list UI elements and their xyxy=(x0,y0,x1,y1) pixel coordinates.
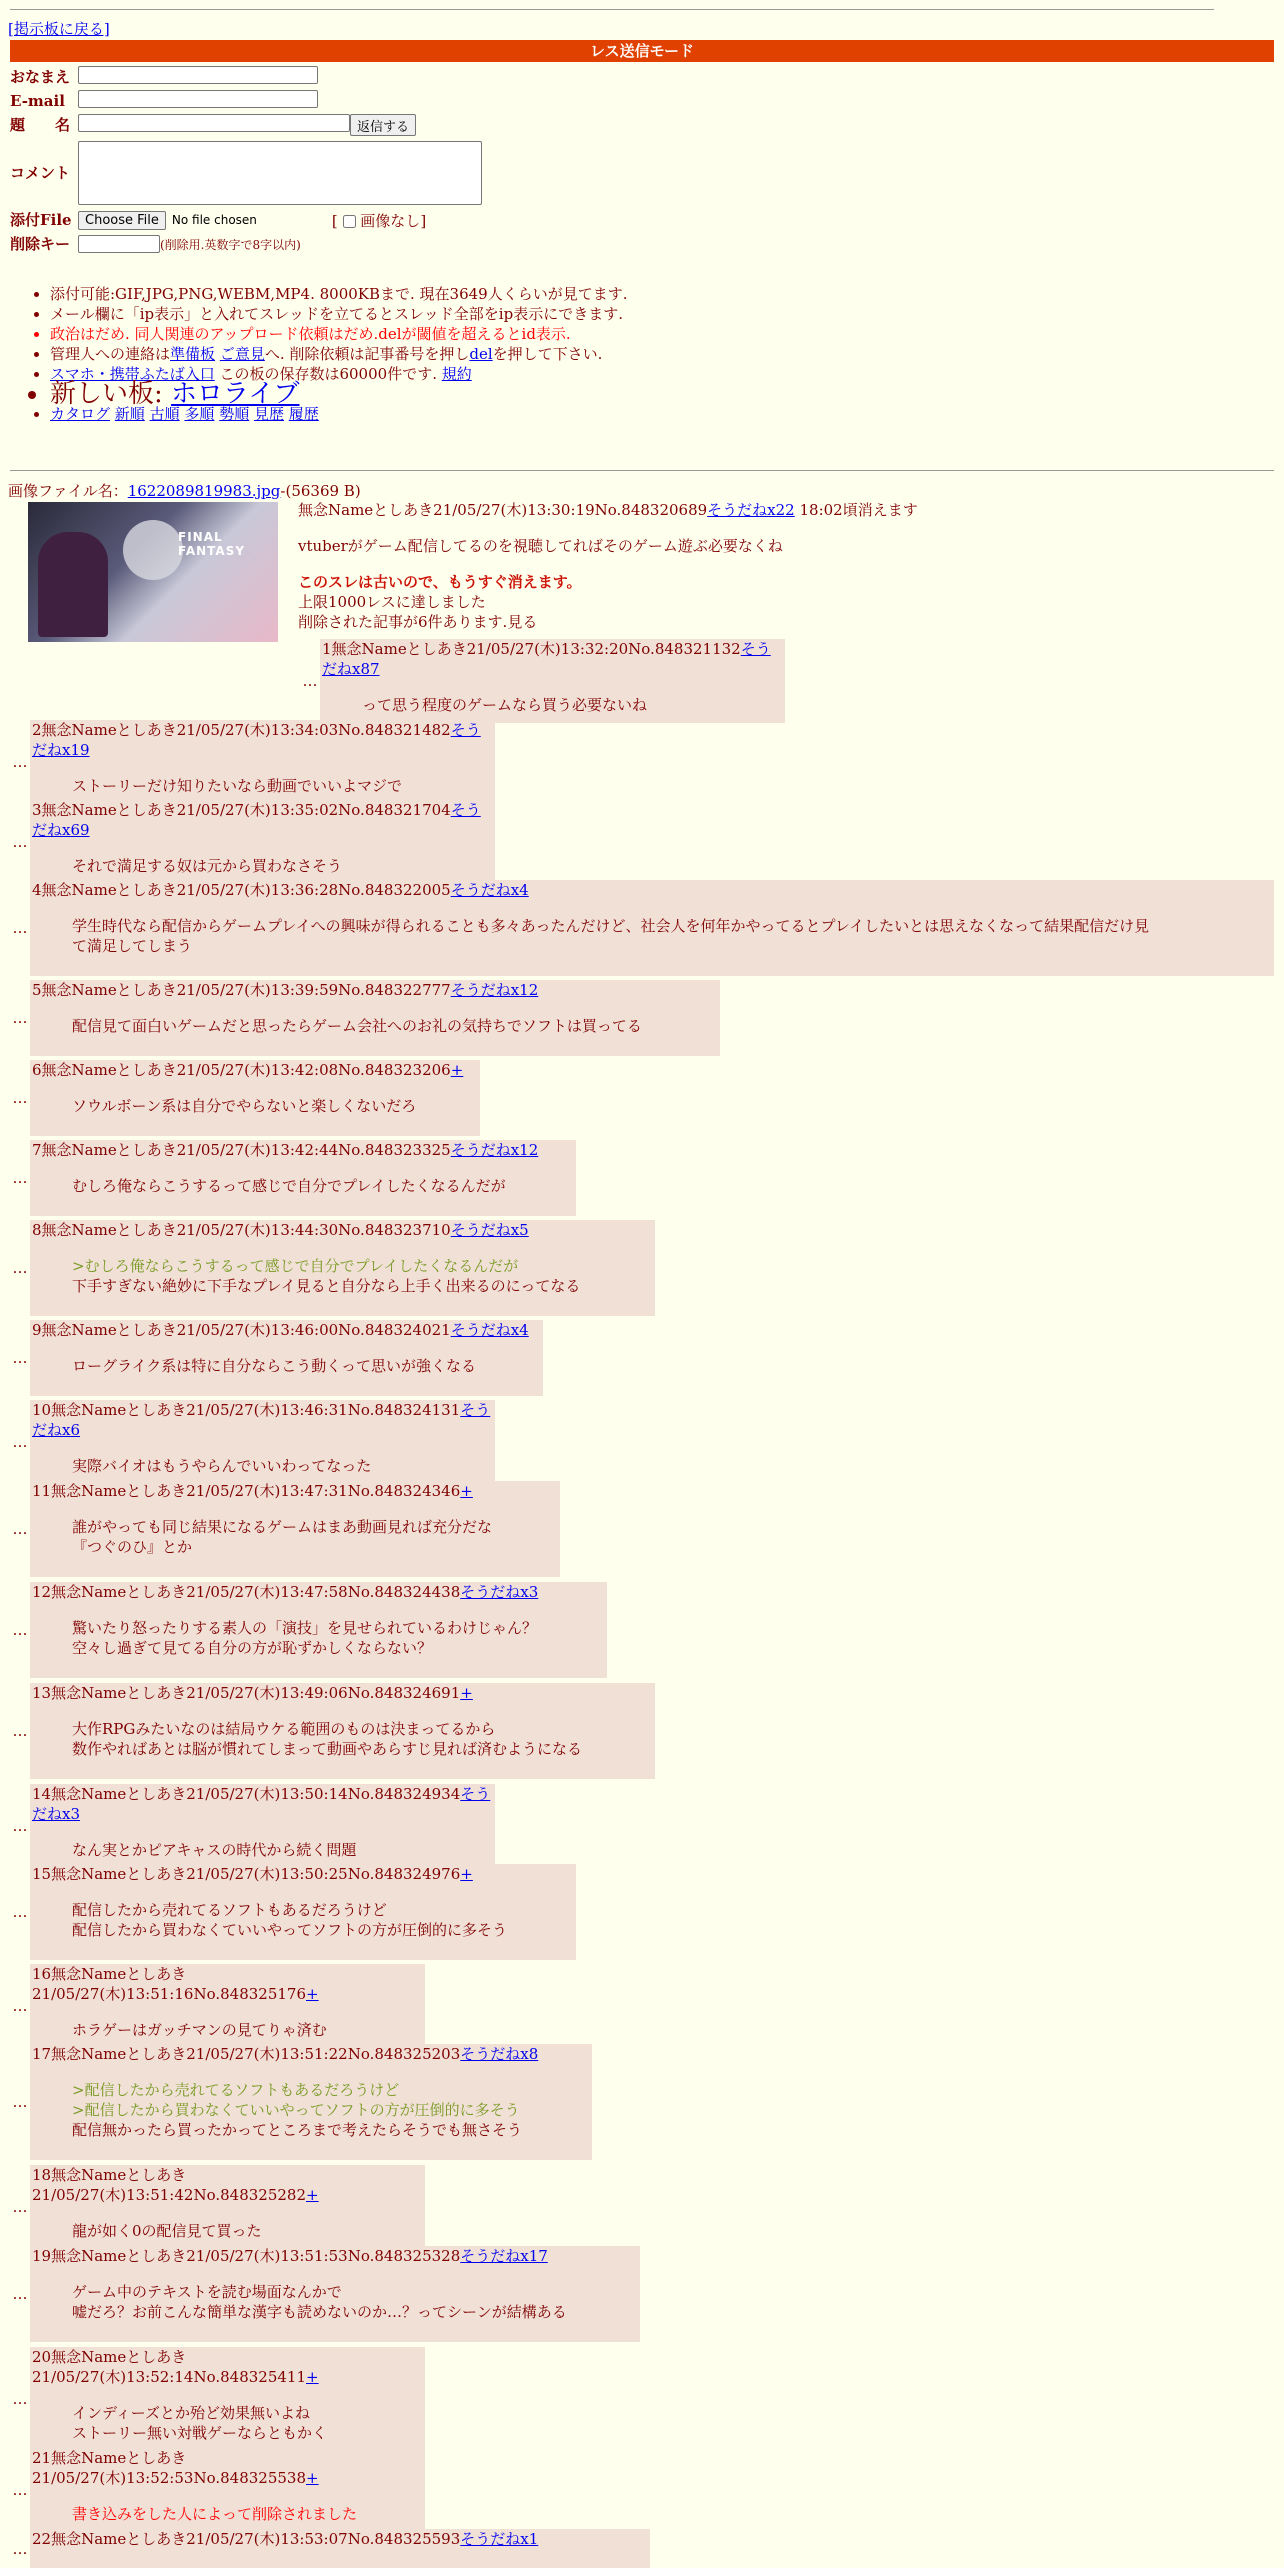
quote-line: >むしろ俺ならこうするって感じで自分でプレイしたくなるんだが xyxy=(72,1257,519,1275)
quote-line: >配信したから買わなくていいやってソフトの方が圧倒的に多そう xyxy=(72,2101,520,2119)
back-to-board-link[interactable]: [掲示板に戻る] xyxy=(8,20,110,38)
image-file-link[interactable]: 1622089819983.jpg xyxy=(127,482,281,500)
reply-header xyxy=(32,980,718,1000)
limit-notice: 上限1000レスに達しました xyxy=(298,593,486,611)
catalog-link[interactable]: カタログ xyxy=(50,405,111,423)
rule-text: この板の保存数は60000件です. xyxy=(214,365,442,383)
op-post xyxy=(298,500,1258,632)
reply-line: て満足してしまう xyxy=(72,937,193,955)
reply-line: 配信無かったら買ったかってところまで考えたらそうでも無さそう xyxy=(72,2121,523,2139)
reply-header-text: 2無念Nameとしあき21/05/27(木)13:34:03No.848321482 xyxy=(32,721,451,739)
reply-body xyxy=(72,1517,558,1557)
sodane-link[interactable]: そうだねx22 xyxy=(707,501,795,519)
thread-divider xyxy=(10,470,1274,471)
reply-ellipsis: … xyxy=(12,1169,28,1187)
thread-thumbnail[interactable] xyxy=(28,502,278,642)
old-thread-warning: このスレは古いので、もうすぐ消えます。 xyxy=(298,573,582,591)
sort-new-link[interactable]: 新順 xyxy=(114,405,145,423)
reply-ellipsis: … xyxy=(12,1259,28,1277)
reply-header-text: 9無念Nameとしあき21/05/27(木)13:46:00No.848324021 xyxy=(32,1321,451,1339)
reply-header xyxy=(32,720,493,760)
quote-line: >配信したから売れてるソフトもあるだろうけど xyxy=(72,2081,400,2099)
sodane-link[interactable]: + xyxy=(306,2469,319,2487)
reply-post xyxy=(30,880,1274,976)
sort-many-link[interactable]: 多順 xyxy=(184,405,215,423)
reply-row xyxy=(10,1964,425,2048)
reply-post xyxy=(320,639,785,723)
reply-header-text: 6無念Nameとしあき21/05/27(木)13:42:08No.848323206 xyxy=(32,1061,451,1079)
reply-body xyxy=(362,695,783,715)
reply-post xyxy=(30,1220,655,1316)
reply-ellipsis: … xyxy=(12,1817,28,1835)
sodane-link[interactable]: そうだねx3 xyxy=(32,1785,491,1823)
sodane-link[interactable]: + xyxy=(306,2186,319,2204)
reply-ellipsis: … xyxy=(302,672,318,690)
reply-ellipsis: … xyxy=(12,1433,28,1451)
sort-links xyxy=(50,404,628,424)
no-image-checkbox[interactable] xyxy=(343,215,356,228)
file-label: 添付File xyxy=(10,211,72,229)
reply-header xyxy=(32,1481,558,1501)
sodane-link[interactable]: + xyxy=(306,2368,319,2386)
mode-banner: レス送信モード xyxy=(10,40,1274,62)
deleted-notice: 削除された記事が6件あります.見る xyxy=(298,613,538,631)
reply-body xyxy=(72,776,493,796)
reply-post xyxy=(30,720,495,804)
board-rules xyxy=(50,284,628,424)
reply-line: 大作RPGみたいなのは結局ウケる範囲のものは決まってるから xyxy=(72,1720,496,1738)
reply-row xyxy=(10,980,720,1056)
reply-post xyxy=(30,2044,592,2160)
reply-post xyxy=(30,1481,560,1577)
subject-input[interactable] xyxy=(78,114,350,132)
del-link[interactable]: del xyxy=(469,345,493,363)
reply-body xyxy=(72,2020,423,2040)
reply-post xyxy=(30,1400,495,1484)
reply-header-text: 12無念Nameとしあき21/05/27(木)13:47:58No.848324438 xyxy=(32,1583,461,1601)
reply-line: 配信したから売れてるソフトもあるだろうけど xyxy=(72,1901,387,1919)
reply-ellipsis: … xyxy=(12,1520,28,1538)
reply-body xyxy=(72,1256,653,1296)
reply-ellipsis: … xyxy=(12,833,28,851)
reply-line: 書き込みをした人によって削除されました xyxy=(72,2505,358,2523)
reply-body xyxy=(72,916,1272,956)
rule-item: • 政治はだめ. 同人関連のアップロード依頼はだめ.delが閾値を超えるとid表示. xyxy=(50,324,628,344)
comment-textarea[interactable] xyxy=(78,141,482,205)
reply-form xyxy=(10,66,482,256)
reply-header xyxy=(32,1683,653,1703)
reply-ellipsis: … xyxy=(12,1722,28,1740)
reply-post xyxy=(30,1582,607,1678)
file-size: -(56369 B) xyxy=(280,482,361,500)
terms-link[interactable]: 規約 xyxy=(441,365,472,383)
reply-header-text: 3無念Nameとしあき21/05/27(木)13:35:02No.848321704 xyxy=(32,801,451,819)
history-link[interactable]: 履歴 xyxy=(288,405,319,423)
junbi-board-link[interactable]: 準備板 xyxy=(170,345,216,363)
reply-line: ソウルボーン系は自分でやらないと楽しくないだろ xyxy=(72,1097,417,1115)
sodane-link[interactable]: そうだねx87 xyxy=(322,640,771,678)
reply-body xyxy=(72,2504,423,2524)
sodane-link[interactable]: + xyxy=(450,1061,464,1079)
sodane-link[interactable]: そうだねx5 xyxy=(450,1221,529,1239)
sodane-link[interactable]: + xyxy=(460,1482,473,1500)
file-info xyxy=(8,480,361,501)
rule-item xyxy=(50,344,628,364)
new-board-link[interactable]: ホロライブ xyxy=(171,379,300,409)
opinion-link[interactable]: ご意見 xyxy=(219,345,265,363)
reply-body xyxy=(72,1618,605,1658)
file-info-label: 画像ファイル名： xyxy=(8,482,128,500)
reply-row xyxy=(10,1864,576,1960)
reply-header xyxy=(32,2044,590,2064)
reply-line: 実際バイオはもうやらんでいいわってなった xyxy=(72,1457,372,1475)
reply-line: 学生時代なら配信からゲームプレイへの興味が得られることも多々あったんだけど、社会人を何年かやってるとプレイしたいとは思えなくなって結果配信だけ見 xyxy=(72,917,1150,935)
reply-header xyxy=(32,1582,605,1602)
reply-line: 配信したから買わなくていいやってソフトの方が圧倒的に多そう xyxy=(72,1921,508,1939)
name-input[interactable] xyxy=(78,66,318,84)
reply-body xyxy=(72,856,493,876)
reply-header-text: 18無念Nameとしあき21/05/27(木)13:51:42No.848325282 xyxy=(32,2166,306,2204)
reply-ellipsis: … xyxy=(12,919,28,937)
reply-header-text: 20無念Nameとしあき21/05/27(木)13:52:14No.848325411 xyxy=(32,2348,306,2386)
reply-body xyxy=(72,2221,423,2241)
reply-header-text: 16無念Nameとしあき21/05/27(木)13:51:16No.848325176 xyxy=(32,1965,306,2003)
reply-ellipsis: … xyxy=(12,1903,28,1921)
reply-row xyxy=(10,1400,495,1484)
reply-header xyxy=(32,1220,653,1240)
reply-body xyxy=(72,1719,653,1759)
reply-header-text: 14無念Nameとしあき21/05/27(木)13:50:14No.848324934 xyxy=(32,1785,461,1803)
reply-post xyxy=(30,1964,425,2048)
reply-row xyxy=(10,1784,495,1868)
op-body: vtuberがゲーム配信してるのを視聴してればそのゲーム遊ぶ必要なくね xyxy=(298,537,783,555)
reply-row xyxy=(10,1320,543,1396)
delkey-note: (削除用.英数字で8字以内) xyxy=(160,237,301,252)
reply-header-text: 11無念Nameとしあき21/05/27(木)13:47:31No.848324346 xyxy=(32,1482,461,1500)
sodane-link[interactable]: + xyxy=(460,1865,473,1883)
reply-line: 誰がやっても同じ結果になるゲームはまあ動画見れば充分だな xyxy=(72,1518,493,1536)
reply-line: なん実とかピアキャスの時代から続く問題 xyxy=(72,1841,357,1859)
reply-header xyxy=(32,2246,638,2266)
reply-ellipsis: … xyxy=(12,2539,28,2558)
op-header-text: 無念Nameとしあき21/05/27(木)13:30:19No.848320689 xyxy=(298,501,708,519)
reply-header-text: 8無念Nameとしあき21/05/27(木)13:44:30No.848323710 xyxy=(32,1221,451,1239)
reply-line: ストーリーだけ知りたいなら動画でいいよマジで xyxy=(72,777,403,795)
new-board-label: 新しい板: xyxy=(50,379,172,409)
reply-row xyxy=(10,1220,655,1316)
rule-text: へ. 削除依頼は記事番号を押し xyxy=(264,345,470,363)
reply-line: 驚いたり怒ったりする素人の「演技」を見せられているわけじゃん？ xyxy=(72,1619,538,1637)
reply-header-text: 17無念Nameとしあき21/05/27(木)13:51:22No.848325203 xyxy=(32,2045,461,2063)
reply-ellipsis: … xyxy=(12,1621,28,1639)
reply-post xyxy=(30,2165,425,2249)
sodane-link[interactable]: そうだねx4 xyxy=(450,1321,529,1339)
reply-body xyxy=(72,1016,718,1036)
reply-body xyxy=(72,1176,574,1196)
sodane-link[interactable]: + xyxy=(460,1684,473,1702)
reply-header-text: 21無念Nameとしあき21/05/27(木)13:52:53No.848325538 xyxy=(32,2449,306,2487)
reply-line: ローグライク系は特に自分ならこう動くって思いが強くなる xyxy=(72,1357,476,1375)
rule-text: 管理人への連絡は xyxy=(50,345,171,363)
subject-label: 題 名 xyxy=(10,116,71,134)
back-to-board xyxy=(8,18,110,39)
reply-header xyxy=(32,880,1272,900)
reply-body xyxy=(72,2080,590,2140)
reply-line: むしろ俺ならこうするって感じで自分でプレイしたくなるんだが xyxy=(72,1177,506,1195)
reply-row xyxy=(10,2448,425,2532)
reply-header-text: 4無念Nameとしあき21/05/27(木)13:36:28No.848322005 xyxy=(32,881,451,899)
reply-row xyxy=(10,1060,480,1136)
reply-ellipsis: … xyxy=(12,753,28,771)
reply-row xyxy=(10,1140,576,1216)
reply-body xyxy=(72,1840,493,1860)
email-input[interactable] xyxy=(78,90,318,108)
reply-header-text: 7無念Nameとしあき21/05/27(木)13:42:44No.848323325 xyxy=(32,1141,451,1159)
reply-ellipsis: … xyxy=(12,1349,28,1367)
reply-line: インディーズとか殆ど効果無いよね xyxy=(72,2404,311,2422)
sort-momentum-link[interactable]: 勢順 xyxy=(219,405,250,423)
no-image-label: 画像なし xyxy=(360,211,421,230)
reply-header-text: 1無念Nameとしあき21/05/27(木)13:32:20No.848321132 xyxy=(322,640,741,658)
reply-line: ストーリー無い対戦ゲーならともかく xyxy=(72,2424,328,2442)
reply-post xyxy=(30,980,720,1056)
reply-line: 下手すぎない絶妙に下手なプレイ見ると自分なら上手く出来るのにってなる xyxy=(72,1277,581,1295)
reply-line: 空々し過ぎて見てる自分の方が恥ずかしくならない？ xyxy=(72,1639,433,1657)
reply-header xyxy=(32,2347,423,2387)
reply-header xyxy=(32,1400,493,1440)
sodane-link[interactable]: そうだねx69 xyxy=(32,801,481,839)
reply-post xyxy=(30,1864,576,1960)
mobile-entry-link[interactable]: スマホ・携帯ふたば入口 xyxy=(50,365,215,383)
reply-row xyxy=(10,1582,607,1678)
no-file-text: No file chosen xyxy=(171,213,257,227)
delkey-input[interactable] xyxy=(78,235,160,253)
reply-line: それで満足する奴は元から買わなさそう xyxy=(72,857,343,875)
reply-header-text: 10無念Nameとしあき21/05/27(木)13:46:31No.848324131 xyxy=(32,1401,461,1419)
comment-label: コメント xyxy=(10,164,71,182)
reply-header xyxy=(32,2529,648,2549)
reply-post xyxy=(30,800,495,884)
reply-ellipsis: … xyxy=(12,2285,28,2303)
rule-text: を押して下さい. xyxy=(492,345,603,363)
reply-header xyxy=(32,1784,493,1824)
reply-header xyxy=(32,1060,478,1080)
reply-header-text: 13無念Nameとしあき21/05/27(木)13:49:06No.848324691 xyxy=(32,1684,461,1702)
sodane-link[interactable]: そうだねx12 xyxy=(450,1141,539,1159)
reply-ellipsis: … xyxy=(12,2093,28,2111)
top-divider xyxy=(10,9,1214,10)
new-board-item xyxy=(50,379,628,409)
thumbnail-character xyxy=(38,532,108,637)
submit-button[interactable]: 返信する xyxy=(350,114,416,136)
reply-line: って思う程度のゲームなら買う必要ないね xyxy=(362,696,648,714)
reply-row xyxy=(300,639,785,723)
reply-ellipsis: … xyxy=(12,2198,28,2216)
sodane-link[interactable]: そうだねx19 xyxy=(32,721,481,759)
choose-file-button[interactable]: Choose File xyxy=(78,211,166,230)
reply-header-text: 5無念Nameとしあき21/05/27(木)13:39:59No.848322777 xyxy=(32,981,451,999)
reply-post xyxy=(30,1320,543,1396)
reply-header xyxy=(32,1140,574,1160)
reply-body xyxy=(72,1900,574,1940)
expire-text: 18:02頃消えます xyxy=(794,501,918,519)
name-label: おなまえ xyxy=(10,68,71,86)
reply-post xyxy=(30,1784,495,1868)
reply-header xyxy=(32,2165,423,2205)
reply-header-text: 22無念Nameとしあき21/05/27(木)13:53:07No.848325593 xyxy=(32,2530,461,2548)
thumbnail-moon xyxy=(123,520,183,580)
reply-body xyxy=(72,2282,638,2322)
reply-post xyxy=(30,2529,650,2568)
sort-old-link[interactable]: 古順 xyxy=(149,405,180,423)
reply-post xyxy=(30,1683,655,1779)
thumbnail-title: FINAL FANTASY xyxy=(178,530,246,558)
reply-line: 配信見て面白いゲームだと思ったらゲーム会社へのお礼の気持ちでソフトは買ってる xyxy=(72,1017,642,1035)
reply-line: 数作やればあとは脳が慣れてしまって動画やあらすじ見れば済むようになる xyxy=(72,1740,583,1758)
reply-header xyxy=(32,800,493,840)
reply-ellipsis: … xyxy=(12,1997,28,2015)
sodane-link[interactable]: そうだねx4 xyxy=(450,881,529,899)
reply-row xyxy=(10,800,495,884)
sodane-link[interactable]: そうだねx1 xyxy=(460,2530,539,2548)
reply-ellipsis: … xyxy=(12,2481,28,2499)
reply-ellipsis: … xyxy=(12,1009,28,1027)
reply-row xyxy=(10,1481,560,1577)
reply-header-text: 19無念Nameとしあき21/05/27(木)13:51:53No.848325328 xyxy=(32,2247,461,2265)
view-history-link[interactable]: 見歴 xyxy=(253,405,284,423)
reply-row xyxy=(10,2044,592,2160)
reply-header xyxy=(322,639,783,679)
reply-header xyxy=(32,1864,574,1884)
reply-header xyxy=(32,1320,541,1340)
reply-row xyxy=(10,2529,650,2568)
reply-body xyxy=(72,1096,478,1116)
reply-row xyxy=(10,880,1274,976)
reply-ellipsis: … xyxy=(12,1089,28,1107)
reply-line: ゲーム中のテキストを読む場面なんかで xyxy=(72,2283,342,2301)
reply-post xyxy=(30,2246,640,2342)
rule-item: • 添付可能:GIF,JPG,PNG,WEBM,MP4. 8000KBまで. 現在3649人くらいが見てます. xyxy=(50,284,628,304)
reply-post xyxy=(30,2347,425,2451)
reply-row xyxy=(10,2347,425,2451)
reply-row xyxy=(10,1683,655,1779)
reply-header xyxy=(32,1964,423,2004)
sodane-link[interactable]: そうだねx6 xyxy=(32,1401,491,1439)
reply-body xyxy=(72,2403,423,2443)
sodane-link[interactable]: + xyxy=(306,1985,319,2003)
reply-header-text: 15無念Nameとしあき21/05/27(木)13:50:25No.848324976 xyxy=(32,1865,461,1883)
reply-line: 『つぐのひ』とか xyxy=(72,1538,193,1556)
reply-line: 龍が如く0の配信見て買った xyxy=(72,2222,262,2240)
sodane-link[interactable]: そうだねx12 xyxy=(450,981,539,999)
reply-body xyxy=(72,1456,493,1476)
sodane-link[interactable]: そうだねx8 xyxy=(460,2045,539,2063)
no-image-option: [ 画像なし] xyxy=(331,211,427,230)
sodane-link[interactable]: そうだねx3 xyxy=(460,1583,539,1601)
reply-row xyxy=(10,720,495,804)
reply-ellipsis: … xyxy=(12,2390,28,2408)
reply-post xyxy=(30,1060,480,1136)
reply-line: ホラゲーはガッチマンの見てりゃ済む xyxy=(72,2021,327,2039)
delkey-label: 削除キー xyxy=(10,235,71,253)
reply-post xyxy=(30,1140,576,1216)
email-label: E-mail xyxy=(10,92,65,110)
reply-post xyxy=(30,2448,425,2532)
reply-row xyxy=(10,2246,640,2342)
op-header xyxy=(298,500,1258,520)
reply-header xyxy=(32,2448,423,2488)
reply-line: 嘘だろ？お前こんな簡単な漢字も読めないのか…？ってシーンが結構ある xyxy=(72,2303,567,2321)
reply-body xyxy=(72,1356,541,1376)
reply-row xyxy=(10,2165,425,2249)
rule-item: • メール欄に「ip表示」と入れてスレッドを立てるとスレッド全部をip表示にできます. xyxy=(50,304,628,324)
sodane-link[interactable]: そうだねx17 xyxy=(460,2247,548,2265)
